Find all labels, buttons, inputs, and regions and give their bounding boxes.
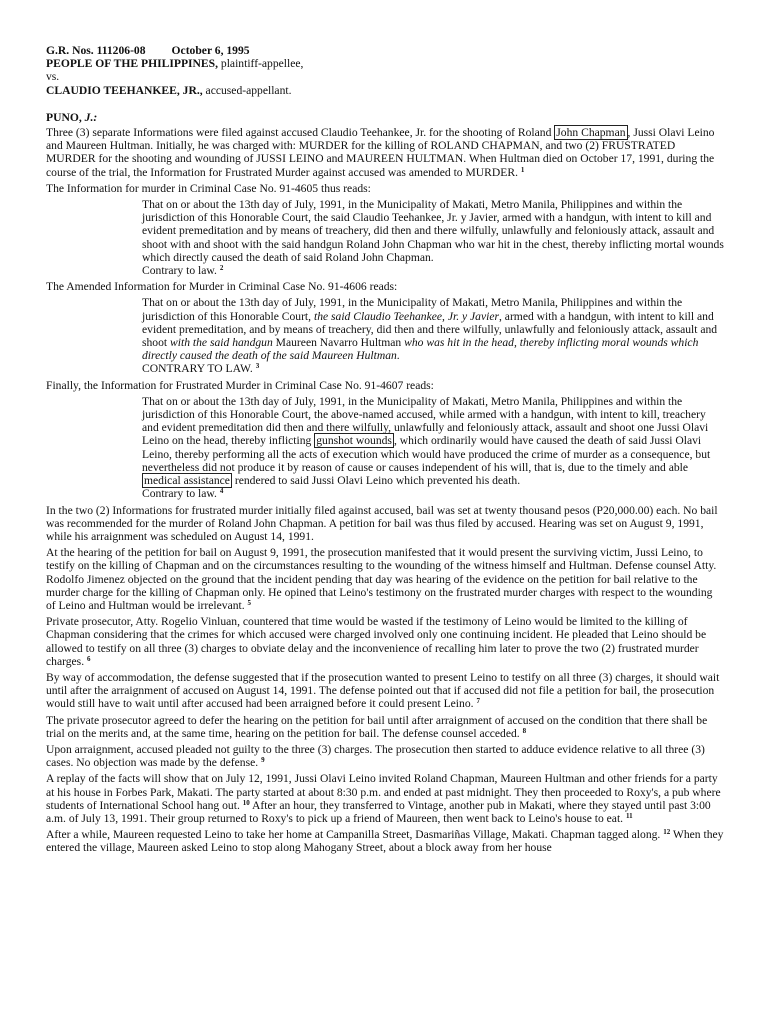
footnote-ref-3[interactable]: 3 (255, 362, 260, 371)
case-number: G.R. Nos. 111206-08 (46, 44, 146, 57)
footnote-ref-6[interactable]: 6 (87, 654, 91, 663)
plaintiff-role: plaintiff-appellee, (218, 57, 304, 71)
paragraph-6: At the hearing of the petition for bail on August 9, 1991, the prosecution manifested that it would present the surviving victim, Jussi Leino, to testify on the killing of Chapman and on the circumstances resulting to the wounding of the witness himself and Hultman. Defense counsel Atty. Rodolfo Jimenez objected on the ground that the incident pending that day was hearing of the evidence on the petition for bail relative to the murder charge for the killing of Chapman only. He opined that Leino's testimony on the frustrated murder charges with respect to the wounding of Leino and Hultman would be irrelevant. $^5$ (46, 546, 717, 612)
accused-name: CLAUDIO TEEHANKEE, JR., (46, 83, 203, 97)
quote-information-91-4605: That on or about the 13th day of July, 1991, in the Municipality of Makati, Metro Manila, Philippines and within the jurisdiction of this Honorable Court, the said Claudio Teehankee, Jr. y Javier, armed with a handgun, with intent to kill and evident premeditation and by means of treachery, did then and there wilfully, unlawfully and feloniously attack, assault and shoot with and shoot with the said handgun Roland John Chapman who war hit in the chest, thereby inflicting mortal wounds which directly caused the death of said Roland John Chapman. Contrary to law. $^2$ (142, 198, 724, 278)
paragraph-3: The Amended Information for Murder in Criminal Case No. 91-4606 reads: (46, 280, 398, 294)
footnote-ref-2[interactable]: 2 (219, 264, 224, 273)
paragraph-9: The private prosecutor agreed to defer the hearing on the petition for bail until after arraignment of accused on the condition that there shall be trial on the merits and, at the same time, hearing on the petition for bail. The defense counsel acceded. $^8$ (46, 713, 708, 740)
paragraph-4: Finally, the Information for Frustrated Murder in Criminal Case No. 91-4607 reads: (46, 378, 434, 392)
paragraph-1: Three (3) separate Informations were filed against accused Claudio Teehankee, Jr. for the shooting of Roland John Chapman , Jussi Olavi Leino and Maureen Hultman. Initially, he was charged with: MURDER for the killing of ROLAND CHAPMAN, and two (2) FRUSTRATED MURDER for the shooting and wounding of JUSSI LEINO and MAUREEN HULTMAN. When Hultman died on October 17, 1991, during the course of the trial, the Information for Frustrated Murder against accused was amended to MURDER. $^1$ (46, 126, 715, 179)
footnote-ref-12[interactable]: 12 (663, 828, 671, 837)
footnote-ref-1[interactable]: 1 (520, 165, 525, 174)
boxed-term-gunshot-wounds: gunshot wounds (316, 434, 392, 448)
paragraph-5: In the two (2) Informations for frustrated murder initially filed against accused, bail was set at twenty thousand pesos (P20,000.00) each. No bail was recommended for the murder of Roland John Chapman. A petition for bail was thus filed by accused. Hearing was set on August 9, 1991, while his arraignment was scheduled on August 14, 1991. (46, 503, 718, 543)
plaintiff-line (46, 57, 724, 70)
footnote-ref-9[interactable]: 9 (261, 756, 265, 765)
paragraph-12: After a while, Maureen requested Leino to take her home at Campanilla Street, Dasmariñas Village, Makati. Chapman tagged along. $^{12}$ When they entered the village, Maureen asked Leino to stop along Mahogany Street, about a block away from her house (46, 828, 724, 855)
footnote-ref-4[interactable]: 4 (219, 487, 224, 496)
quote-information-91-4607: That on or about the 13th day of July, 1991, in the Municipality of Makati, Metro Manila, Philippines and within the jurisdiction of this Honorable Court, the above-named accused, while armed with a handgun, with intent to kill, treachery and evident premeditation did then and there wilfully, unlawfully and feloniously attack, assault and shoot one Jussi Olavi Leino on the head, thereby inflicting gunshot wounds , which ordinarily would have caused the death of said Jussi Olavi Leino, thereby performing all the acts of execution which would have produced the crime of murder as a consequence, but nevertheless did not produce it by reason of cause or causes independent of his will, that is, due to the timely and able medical assistance rendered to said Jussi Olavi Leino which prevented his death. Contrary to law. $^4$ (142, 394, 711, 501)
ponente: PUNO, J.: (46, 110, 98, 124)
paragraph-2: The Information for murder in Criminal Case No. 91-4605 thus reads: (46, 181, 371, 195)
accused-role: accused-appellant. (202, 83, 292, 97)
boxed-term-john-chapman: John Chapman (556, 126, 626, 140)
versus-line: vs. (46, 70, 60, 84)
footnote-ref-7[interactable]: 7 (476, 697, 480, 706)
accused-line (46, 84, 724, 97)
quote-information-91-4606: That on or about the 13th day of July, 1991, in the Municipality of Makati, Metro Manila, Philippines and within the jurisdiction of this Honorable Court, the said Claudio Teehankee, Jr. y Javier, armed with a handgun, with intent to kill and evident premeditation, and by means of treachery, did then and there wilfully, unlawfully and feloniously attack, assault and shoot with the said handgun Maureen Navarro Hultman who was hit in the head, thereby inflicting moral wounds which directly caused the death of the said Maureen Hultman. CONTRARY TO LAW. $^3$ (142, 296, 718, 376)
footnote-ref-8[interactable]: 8 (522, 726, 527, 735)
case-date: October 6, 1995 (171, 44, 250, 57)
paragraph-7: Private prosecutor, Atty. Rogelio Vinluan, countered that time would be wasted if the testimony of Leino would be limited to the killing of Chapman considering that the crimes for which accused were charged involved only one continuing incident. He pleaded that Leino should be allowed to testify on all three (3) charges to obviate delay and the inconvenience of recalling him later to prove the two (2) frustrated murder charges. $^6$ (46, 615, 707, 668)
paragraph-11: A replay of the facts will show that on July 12, 1991, Jussi Olavi Leino invited Roland Chapman, Maureen Hultman and other friends for a party at his house in Forbes Park, Makati. The party started at about 8:30 p.m. and ended at past midnight. They then proceeded to Roxy's, a pub where students of International School hang out. $^{10}$ After an hour, they transferred to Vintage, another pub in Makati, where they stayed until past 3:00 a.m. of July 13, 1991. Their group returned to Roxy's to pick up a friend of Maureen, then went back to Leino's house to eat. $^{11}$ (46, 772, 721, 825)
case-header-line (46, 44, 724, 57)
footnote-ref-11[interactable]: 11 (625, 811, 633, 820)
paragraph-8: By way of accommodation, the defense suggested that if the prosecution wanted to present Leino to testify on all three (3) charges, it should wait until after the arraignment of accused on August 14, 1991. The defense pointed out that if accused did not file a petition for bail, the prosecution would still have to wait until after accused had been arraigned before it could present Leino. $^7$ (46, 670, 720, 711)
footnote-ref-5[interactable]: 5 (247, 598, 252, 607)
plaintiff-name: PEOPLE OF THE PHILIPPINES, (46, 57, 219, 71)
footnote-ref-10[interactable]: 10 (242, 798, 250, 807)
paragraph-10: Upon arraignment, accused pleaded not guilty to the three (3) charges. The prosecution then started to adduce evidence relative to all three (3) cases. No objection was made by the defense. $^9$ (46, 742, 705, 770)
boxed-term-medical-assistance: medical assistance (144, 474, 230, 488)
